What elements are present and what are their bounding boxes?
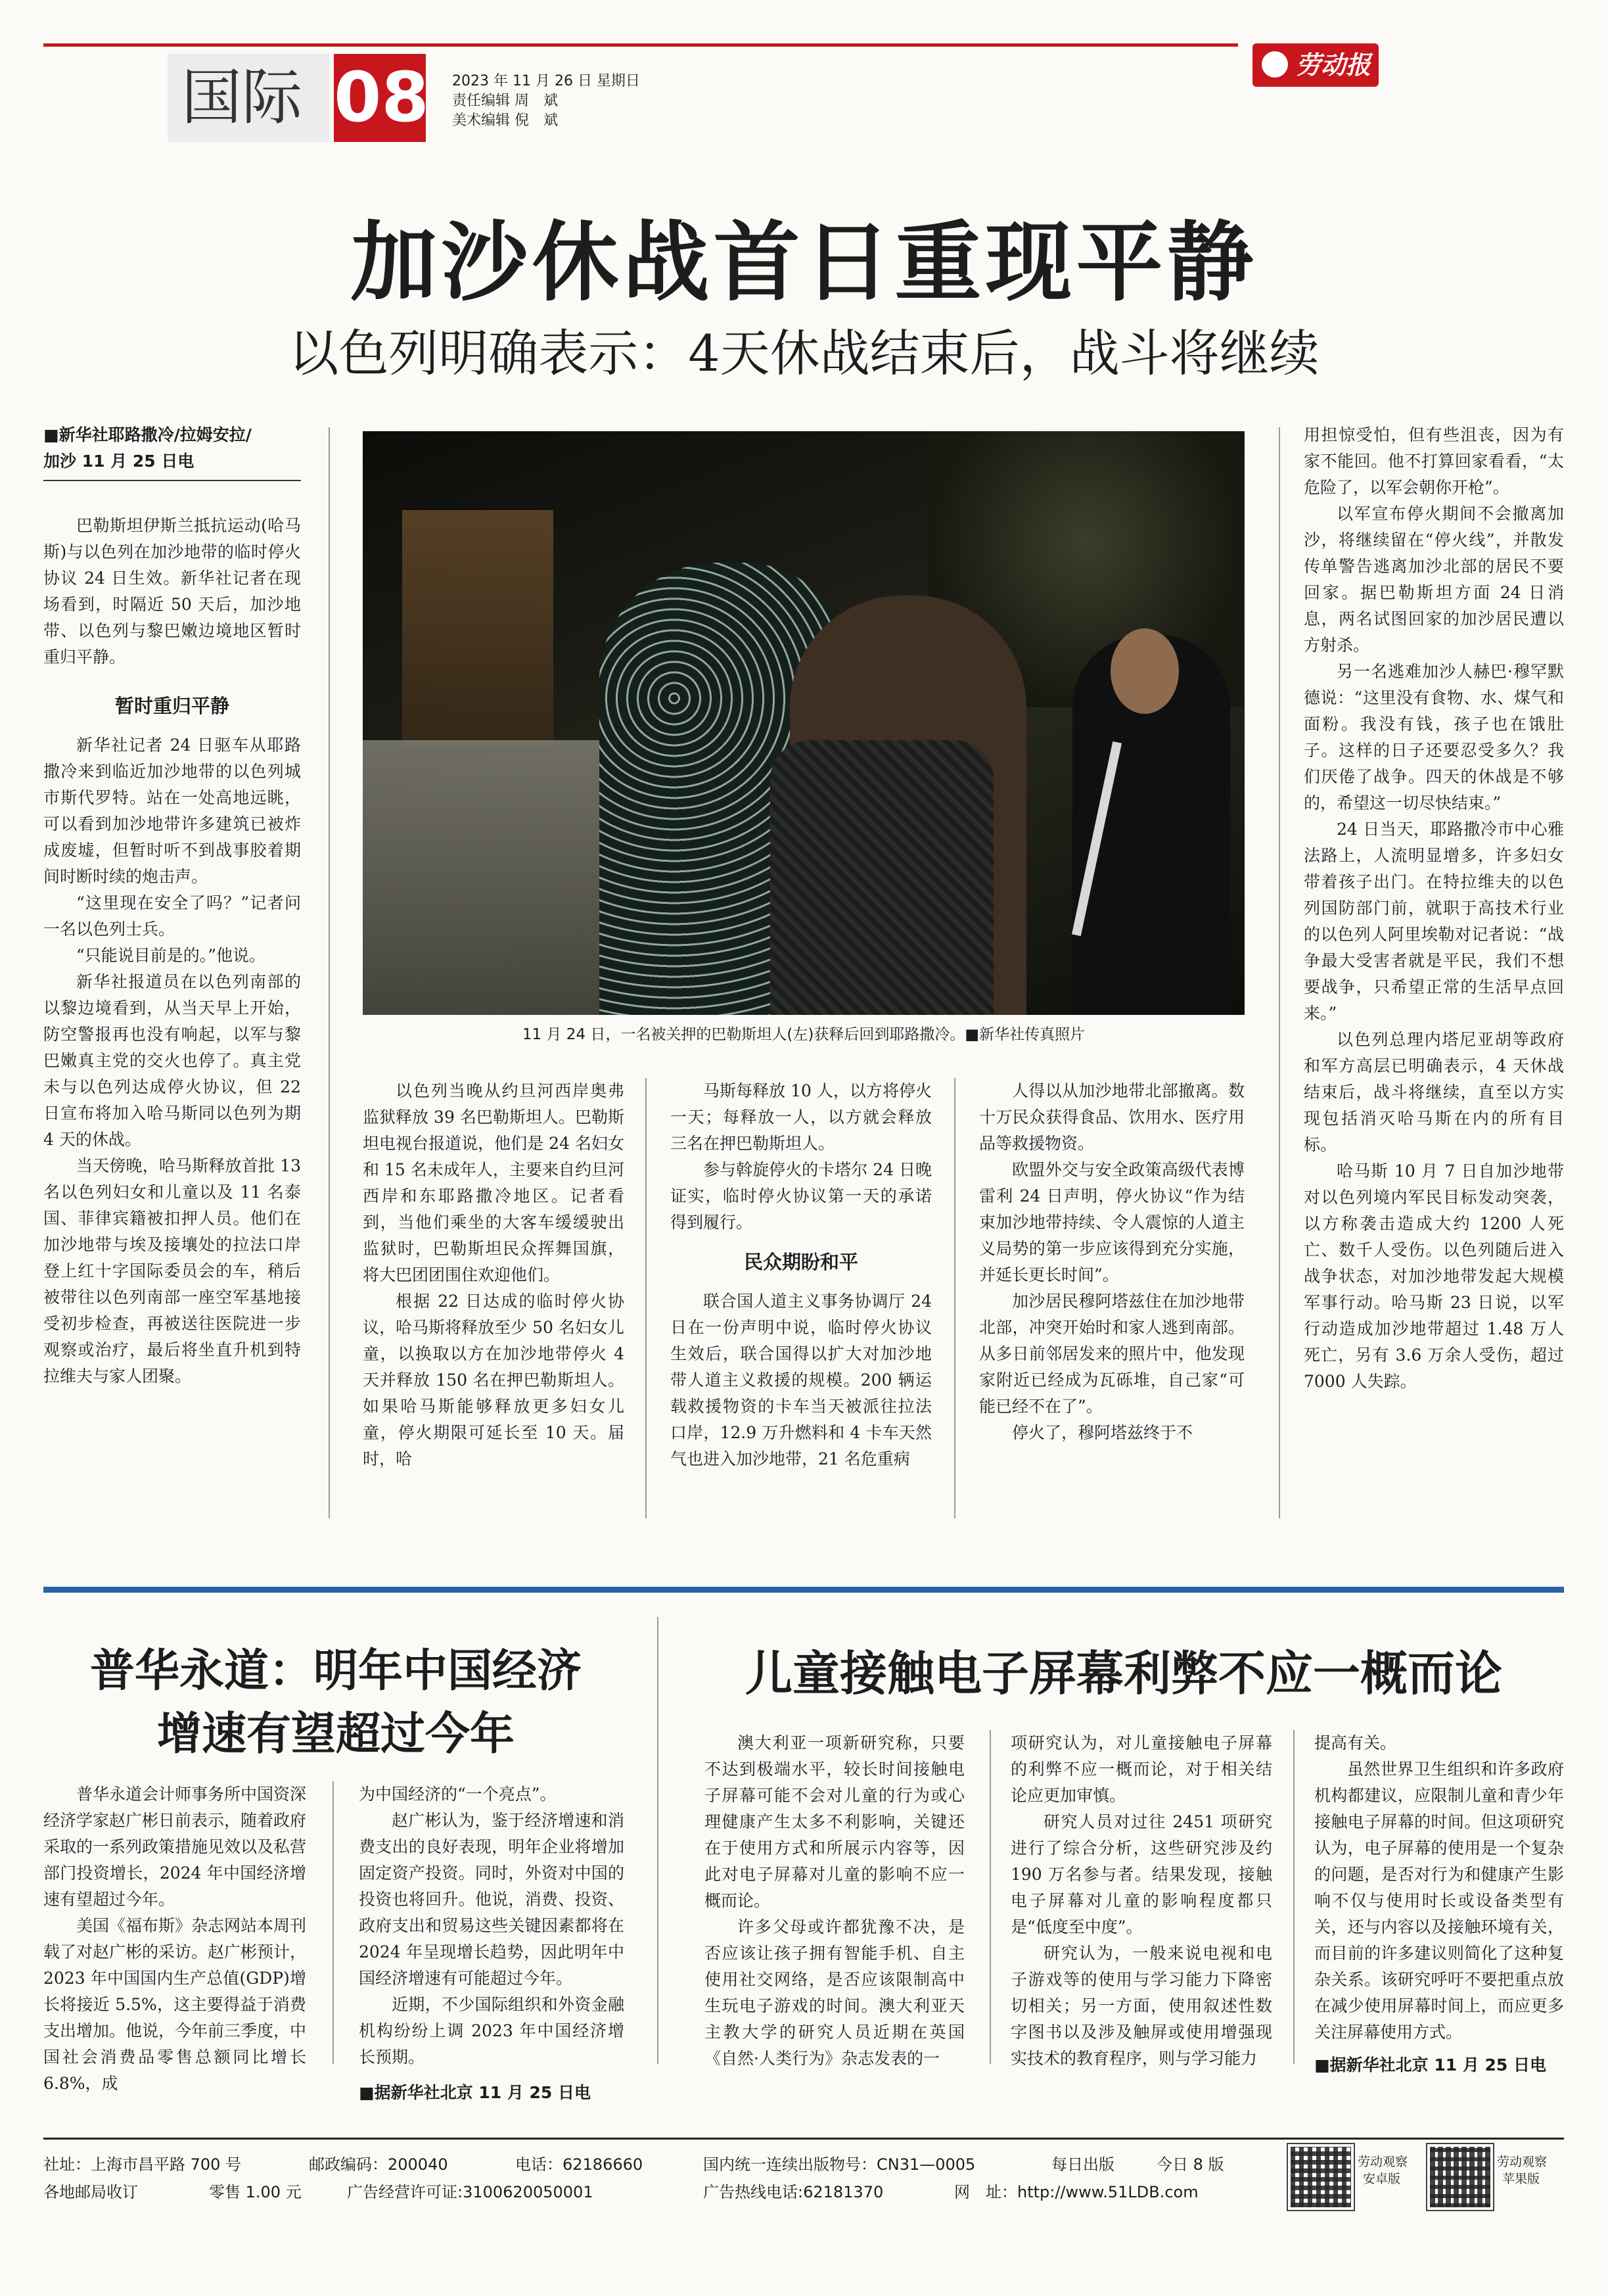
qr-android-label-2: 安卓版 <box>1363 2172 1401 2186</box>
lead-dateline-1: ■新华社耶路撒冷/拉姆安拉/ <box>43 425 252 444</box>
lead-paragraph: 马斯每释放 10 人，以方将停火一天；每释放一人，以方就会释放三名在押巴勒斯坦人。 <box>670 1081 932 1153</box>
footer-postcode: 邮政编码：200040 <box>309 2155 448 2174</box>
qr-code-ios <box>1427 2144 1493 2210</box>
qr-ios-label-1: 劳动观察 <box>1497 2155 1548 2169</box>
qr-android-label-1: 劳动观察 <box>1358 2155 1408 2169</box>
lead-paragraph: 当天傍晚，哈马斯释放首批 13 名以色列妇女和儿童以及 11 名泰国、菲律宾籍被扣押人员。他们在加沙地带与埃及接壤处的拉法口岸登上红十字国际委员会的车，稍后被带往以色列南部一座空军基地接受初步检查，再被送往医院进一步观察或治疗，最后将坐直升机到特拉维夫与家人团聚。 <box>43 1156 301 1386</box>
column-divider <box>954 1078 955 1518</box>
lead-subhead-1: 暂时重归平静 <box>114 695 229 717</box>
lead-paragraph: 停火了，穆阿塔兹终于不 <box>1012 1423 1193 1442</box>
footer-ad-hotline: 广告热线电话:62181370 <box>703 2183 884 2201</box>
footer-price: 零售 1.00 元 <box>209 2183 302 2201</box>
newspaper-logo <box>1252 43 1379 87</box>
story3-paragraph: 项研究认为，对儿童接触电子屏幕的利弊不应一概而论，对于相关结论应更加审慎。 <box>1011 1733 1272 1805</box>
lead-column-5 <box>1304 422 1564 1395</box>
lead-column-4 <box>979 1078 1245 1446</box>
footer-rule <box>43 2138 1564 2140</box>
logo-mark-icon <box>1262 51 1288 78</box>
story2-paragraph: 美国《福布斯》杂志网站本周刊载了对赵广彬的采访。赵广彬预计，2023 年中国国内生产总值(GDP)增长将接近 5.5%，这主要得益于消费支出增加。他说，今年前三季度，中国社会消费品零售总额同比增长 6.8%，成 <box>43 1916 307 2093</box>
column-divider <box>990 1730 991 2064</box>
section-title: 国际 <box>181 62 303 133</box>
lead-subheadline: 以色列明确表示：4天休战结束后，战斗将继续 <box>288 324 1320 383</box>
lead-paragraph: 以色列总理内塔尼亚胡等政府和军方高层已明确表示，4 天休战结束后，战斗将继续，直至以方实现包括消灭哈马斯在内的所有目标。 <box>1304 1030 1564 1154</box>
story2-paragraph: 赵广彬认为，鉴于经济增速和消费支出的良好表现，明年企业将增加固定资产投资。同时，外资对中国的投资也将回升。他说，消费、投资、政府支出和贸易这些关键因素都将在 2024 年呈现增长趋势，因此明年中国经济增速有可能超过今年。 <box>359 1811 624 1988</box>
top-red-rule <box>43 43 1238 47</box>
lead-paragraph: 参与斡旋停火的卡塔尔 24 日晚证实，临时停火协议第一天的承诺得到履行。 <box>670 1160 932 1232</box>
lead-paragraph: 加沙居民穆阿塔兹住在加沙地带北部，冲突开始时和家人逃到南部。从多日前邻居发来的照片中，他发现家附近已经成为瓦砾堆，自己家“可能已经不在了”。 <box>979 1292 1245 1416</box>
footer-post: 各地邮局收订 <box>43 2183 138 2201</box>
lead-paragraph: 新华社记者 24 日驱车从耶路撒冷来到临近加沙地带的以色列城市斯代罗特。站在一处高地远眺，可以看到加沙地带许多建筑已被炸成废墟，但暂时听不到战事胶着期间时断时续的炮击声。 <box>43 736 301 886</box>
responsible-editor: 责任编辑 周 斌 <box>452 93 558 109</box>
footer-phone: 电话：62186660 <box>515 2155 643 2174</box>
footer-license: 广告经营许可证:3100620050001 <box>347 2183 593 2201</box>
story3-column-2 <box>1011 1730 1272 2072</box>
photo-person-woman-right-dress <box>770 740 994 1015</box>
lead-column-1 <box>43 422 301 1390</box>
qr-code-android <box>1288 2144 1354 2210</box>
lead-paragraph: 新华社报道员在以色列南部的以黎边境看到，从当天早上开始，防空警报再也没有响起，以军与黎巴嫩真主党的交火也停了。真主党未与以色列达成停火协议，但 22 日宣布将加入哈马斯同以色列为期 4 天的休战。 <box>43 972 301 1149</box>
story3-paragraph: 研究认为，一般来说电视和电子游戏等的使用与学习能力下降密切相关；另一方面，使用叙述性数字图书以及涉及触屏或使用增强现实技术的教育程序，则与学习能力 <box>1011 1944 1272 2068</box>
qr-ios-label-2: 苹果版 <box>1502 2172 1540 2186</box>
lead-paragraph: 联合国人道主义事务协调厅 24 日在一份声明中说，临时停火协议生效后，联合国得以扩大对加沙地带人道主义救援的规模。200 辆运载救援物资的卡车当天被派往拉法口岸，12.9 万升燃料和 4 卡车天然气也进入加沙地带，21 名危重病 <box>670 1292 932 1468</box>
column-divider <box>657 1617 658 2064</box>
story2-headline-line-2: 增速有望超过今年 <box>156 1708 515 1760</box>
story3-paragraph: 提高有关。 <box>1314 1733 1397 1752</box>
story2-column-2 <box>359 1781 624 2106</box>
lead-paragraph: “只能说目前是的。”他说。 <box>76 946 266 965</box>
story3-column-3 <box>1314 1730 1564 2078</box>
lead-column-2 <box>363 1078 624 1472</box>
issue-date: 2023 年 11 月 26 日 星期日 <box>452 73 640 89</box>
lead-column-3 <box>670 1078 932 1472</box>
column-divider <box>645 1078 647 1518</box>
story2-paragraph: 近期，不少国际组织和外资金融机构纷纷上调 2023 年中国经济增长预期。 <box>359 1995 624 2067</box>
lead-paragraph: 以色列当晚从约旦河西岸奥弗监狱释放 39 名巴勒斯坦人。巴勒斯坦电视台报道说，他们是 24 名妇女和 15 名未成年人，主要来自约旦河西岸和东耶路撒冷地区。记者看到，当他们乘坐的大客车缓缓驶出监狱时，巴勒斯坦民众挥舞国旗，将大巴团团围住欢迎他们。 <box>363 1081 624 1284</box>
column-divider <box>1279 427 1280 1518</box>
photo-man-face <box>1111 628 1179 714</box>
story3-paragraph: 研究人员对过往 2451 项研究进行了综合分析，这些研究涉及约 190 万名参与者。结果发现，接触电子屏幕对儿童的影响程度都只是“低度至中度”。 <box>1011 1812 1272 1936</box>
story3-paragraph: 许多父母或许都犹豫不决，是否应该让孩子拥有智能手机、自主使用社交网络，是否应该限制高中生玩电子游戏的时间。澳大利亚天主教大学的研究人员近期在英国《自然·人类行为》杂志发表的一 <box>704 1917 965 2068</box>
footer-daily: 每日出版 <box>1051 2155 1114 2174</box>
story2-dateline: ■据新华社北京 11 月 25 日电 <box>359 2083 591 2102</box>
lead-headline: 加沙休战首日重现平静 <box>350 212 1258 314</box>
lead-paragraph: 根据 22 日达成的临时停火协议，哈马斯将释放至少 50 名妇女儿童，以换取以方在加沙地带停火 4 天并释放 150 名在押巴勒斯坦人。如果哈马斯能够释放更多妇女儿童，停火期限可延长至 10 天。届时，哈 <box>363 1292 624 1468</box>
story2-paragraph: 普华永道会计师事务所中国资深经济学家赵广彬日前表示，随着政府采取的一系列政策措施见效以及私营部门投资增长，2024 年中国经济增速有望超过今年。 <box>43 1785 307 1909</box>
lead-paragraph: 以军宣布停火期间不会撤离加沙，将继续留在“停火线”，并散发传单警告逃离加沙北部的居民不要回家。据巴勒斯坦方面 24 日消息，两名试图回家的加沙居民遭以方射杀。 <box>1304 504 1564 655</box>
lead-photo <box>363 431 1245 1015</box>
lead-photo-caption: 11 月 24 日，一名被关押的巴勒斯坦人(左)获释后回到耶路撒冷。■新华社传真照片 <box>522 1026 1086 1043</box>
story2-column-1 <box>43 1781 306 2097</box>
lead-paragraph: 另一名逃难加沙人赫巴·穆罕默德说：“这里没有食物、水、煤气和面粉。我没有钱，孩子也在饿肚子。这样的日子还要忍受多久？我们厌倦了战争。四天的休战是不够的，希望这一切尽快结束。” <box>1304 662 1564 812</box>
lead-paragraph: 欧盟外交与安全政策高级代表博雷利 24 日声明，停火协议“作为结束加沙地带持续、令人震惊的人道主义局势的第一步应该得到充分实施，并延长更长时间”。 <box>979 1160 1245 1284</box>
footer-pages: 今日 8 版 <box>1157 2155 1224 2174</box>
story2-headline-line-1: 普华永道：明年中国经济 <box>89 1645 582 1697</box>
footer-address: 社址：上海市昌平路 700 号 <box>43 2155 242 2174</box>
lead-dateline-2: 加沙 11 月 25 日电 <box>43 448 301 481</box>
footer-cn: 国内统一连续出版物号：CN31—0005 <box>703 2155 976 2174</box>
story2-paragraph: 为中国经济的“一个亮点”。 <box>359 1785 557 1804</box>
story3-column-1 <box>704 1730 965 2072</box>
story3-dateline: ■据新华社北京 11 月 25 日电 <box>1314 2055 1547 2074</box>
art-editor: 美术编辑 倪 斌 <box>452 112 558 129</box>
lead-paragraph: 巴勒斯坦伊斯兰抵抗运动(哈马斯)与以色列在加沙地带的临时停火协议 24 日生效。新华社记者在现场看到，时隔近 50 天后，加沙地带、以色列与黎巴嫩边境地区暂时重归平静。 <box>43 516 301 667</box>
story3-paragraph: 澳大利亚一项新研究称，只要不达到极端水平，较长时间接触电子屏幕可能不会对儿童的行为或心理健康产生太多不利影响，关键还在于使用方式和所展示内容等，因此对电子屏幕对儿童的影响不应一概而论。 <box>704 1733 965 1910</box>
lead-subhead-2: 民众期盼和平 <box>743 1251 858 1273</box>
photo-doorway <box>402 510 553 747</box>
footer-website: 网 址：http://www.51LDB.com <box>954 2183 1199 2201</box>
column-divider <box>329 427 330 1518</box>
story3-paragraph: 虽然世界卫生组织和许多政府机构都建议，应限制儿童和青少年接触电子屏幕的时间。但这项研究认为，电子屏幕的使用是一个复杂的问题，是否对行为和健康产生影响不仅与使用时长或设备类型有关，还与内容以及接触环境有关，而目前的许多建议则简化了这种复杂关系。该研究呼吁不要把重点放在减少使用屏幕时间上，而应更多关注屏幕使用方式。 <box>1314 1760 1564 2042</box>
newspaper-name: 劳动报 <box>1296 50 1371 80</box>
lead-paragraph: 24 日当天，耶路撒冷市中心雅法路上，人流明显增多，许多妇女带着孩子出门。在特拉维夫的以色列国防部门前，就职于高技术行业的以色列人阿里埃勒对记者说：“战争最大受害者就是平民，我们不想要战争，只希望正常的生活早点回来。” <box>1304 820 1564 1023</box>
section-divider-blue <box>43 1587 1564 1593</box>
lead-paragraph: 人得以从加沙地带北部撤离。数十万民众获得食品、饮用水、医疗用品等救援物资。 <box>979 1081 1245 1153</box>
lead-paragraph: 用担惊受怕，但有些沮丧，因为有家不能回。他不打算回家看看，“太危险了，以军会朝你开枪”。 <box>1304 425 1564 497</box>
column-divider <box>1293 1730 1295 2064</box>
lead-paragraph: 哈马斯 10 月 7 日自加沙地带对以色列境内军民目标发动突袭，以方称袭击造成大约 1200 人死亡、数千人受伤。以色列随后进入战争状态，对加沙地带发起大规模军事行动。哈马斯 23 日说，以军行动造成加沙地带超过 1.48 万人死亡，另有 3.6 万余人受伤，超过 7000 人失踪。 <box>1304 1161 1564 1391</box>
page-number: 08 <box>334 57 429 137</box>
story3-headline: 儿童接触电子屏幕利弊不应一概而论 <box>745 1645 1502 1701</box>
lead-paragraph: “这里现在安全了吗？”记者问一名以色列士兵。 <box>43 893 301 939</box>
column-divider <box>333 1781 334 2064</box>
